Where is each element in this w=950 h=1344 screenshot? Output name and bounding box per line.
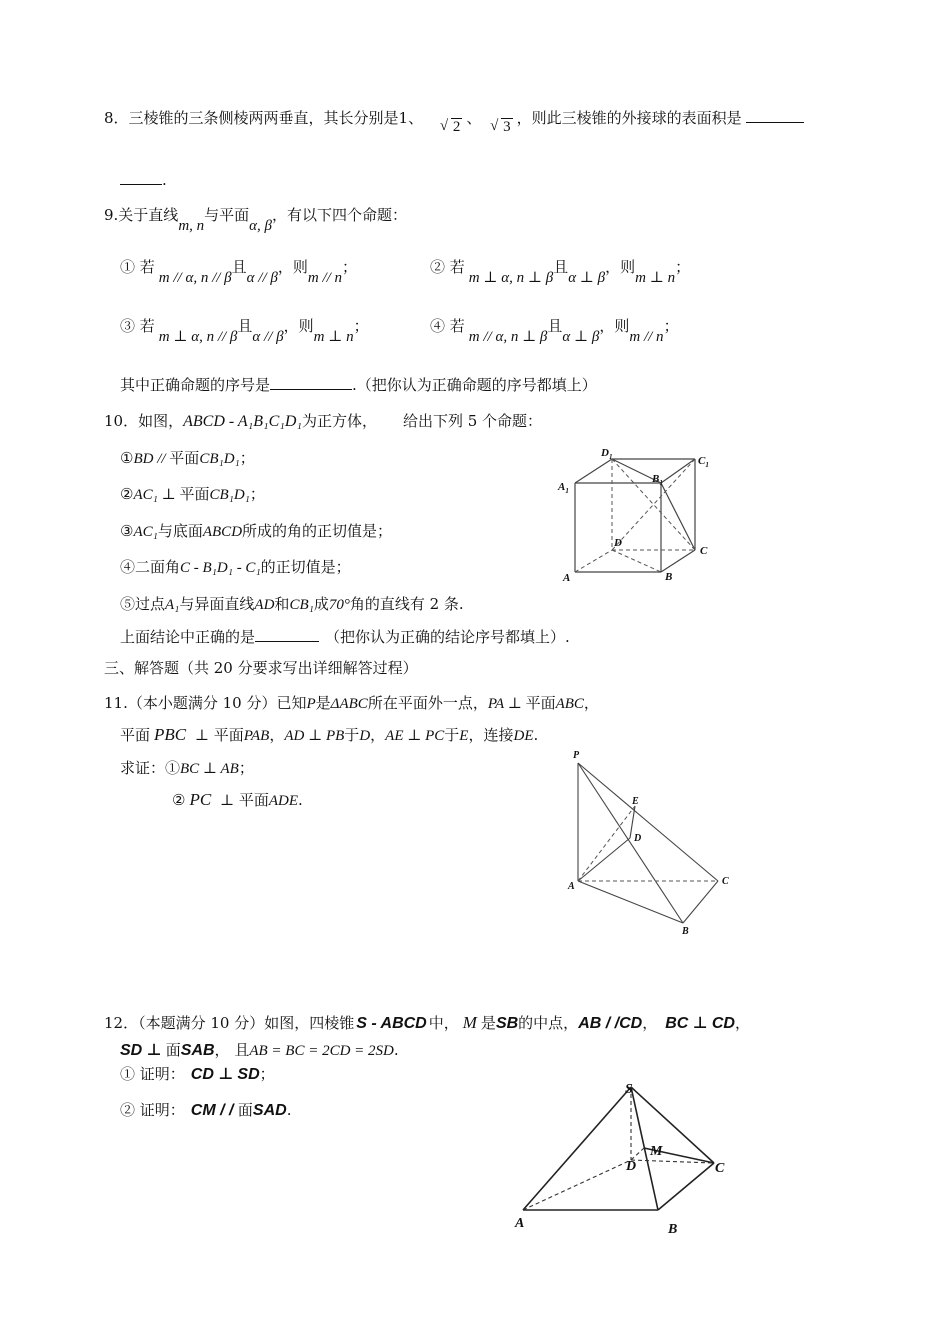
q11-proof-2: ② PC ⊥ 平面ADE.: [172, 790, 303, 809]
q9-prop-2: ② 若m ⊥ α, n ⊥ β且α ⊥ β，则m ⊥ n；: [430, 258, 691, 286]
sqrt-3: √ 3: [490, 117, 513, 137]
tetra-label-C: C: [722, 876, 729, 887]
q9-ask: 其中正确命题的序号是 .（把你认为正确命题的序号都填上）: [120, 376, 597, 394]
tetra-label-D: D: [634, 833, 642, 844]
q9-prop-1: ① 若m // α, n // β且α // β，则m // n；: [120, 258, 358, 286]
q10-s3: ③AC₁与底面ABCD所成的角的正切值是；: [120, 522, 393, 540]
tetra-label-E: E: [632, 796, 639, 807]
q8-line2: [120, 170, 167, 190]
q9-intro-tail: ，有以下四个命题：: [272, 206, 408, 224]
cube-label-A1: $A_1$: [558, 481, 569, 495]
pyr-label-A: A: [515, 1216, 525, 1231]
q9-planes: α, β: [249, 218, 273, 234]
cube-label-C: C: [700, 545, 708, 557]
section-3-heading: 三、解答题（共 20 分要求写出详细解答过程）: [104, 659, 418, 677]
cube-label-B: B: [665, 571, 673, 583]
q11-line1: 11.（本小题满分 10 分）已知P是ΔABC所在平面外一点，PA ⊥ 平面ABC，: [104, 694, 599, 712]
cube-label-A: A: [563, 572, 571, 584]
pyr-label-M: M: [650, 1144, 663, 1159]
sqrt-2: √ 2: [440, 117, 463, 137]
q10-s2: ②AC₁ ⊥ 平面CB₁D₁；: [120, 485, 265, 503]
cube-figure: [555, 446, 735, 586]
tetrahedron-figure: [565, 748, 745, 938]
pyr-label-C: C: [715, 1161, 725, 1176]
q8-line: [104, 108, 804, 135]
cube-label-B1: $B_1$: [652, 473, 663, 487]
q9-prop-3: ③ 若m ⊥ α, n // β且α // β，则m ⊥ n；: [120, 317, 369, 345]
pyr-label-S: S: [625, 1082, 633, 1097]
q9-intro: [104, 205, 408, 234]
q10-s4: ④二面角C - B₁D₁ - C₁的正切值是；: [120, 558, 351, 576]
q8-blank-2[interactable]: [120, 184, 162, 185]
q12-line2: SD ⊥ 面SAB， 且AB = BC = 2CD = 2SD.: [120, 1041, 399, 1059]
q8-sep: 、: [466, 109, 482, 127]
q8-end: .: [162, 171, 167, 189]
pyr-label-B: B: [668, 1222, 678, 1237]
q9-vars: m, n: [178, 218, 205, 234]
tetra-label-A: A: [568, 881, 575, 892]
q8-blank-1[interactable]: [746, 122, 804, 123]
q10-s1: ①BD // 平面CB₁D₁；: [120, 449, 255, 467]
q12-proof-1: ① 证明： CD ⊥ SD；: [120, 1065, 275, 1083]
q10-intro: 10．如图，ABCD - A₁B₁C₁D₁为正方体， 给出下列 5 个命题：: [104, 412, 543, 430]
pyr-label-D: D: [626, 1159, 637, 1174]
cube-label-D1: $D_1$: [601, 447, 613, 461]
q11-proof-1: 求证：①BC ⊥ AB；: [120, 759, 254, 777]
q10-answer-blank[interactable]: [255, 641, 319, 642]
q12-line1: 12．（本题满分 10 分）如图，四棱锥 S - ABCD 中， M 是SB的中点，AB / /CD， BC ⊥ CD，: [104, 1013, 750, 1032]
q10-ask: 上面结论中正确的是 （把你认为正确的结论序号都填上）.: [120, 628, 570, 646]
q10-s5: ⑤过点A₁与异面直线AD和CB₁成70°角的直线有 2 条.: [120, 595, 464, 613]
q9-answer-blank[interactable]: [270, 389, 352, 390]
q8-text: 8．三棱锥的三条侧棱两两垂直，其长分别是1、: [104, 109, 424, 127]
q11-line2: 平面 PBC ⊥ 平面PAB，AD ⊥ PB于D，AE ⊥ PC于E，连接DE.: [120, 725, 539, 744]
cube-label-C1: $C_1$: [698, 455, 709, 469]
q9-planes-label: 与平面: [204, 206, 250, 224]
q8-tail: ，则此三棱锥的外接球的表面积是: [516, 109, 742, 127]
pyramid-figure: [508, 1075, 738, 1245]
q9-intro-text: 9.关于直线: [104, 206, 179, 224]
cube-label-D: D: [614, 537, 622, 549]
q12-proof-2: ② 证明： CM / / 面SAD.: [120, 1101, 292, 1119]
q9-prop-4: ④ 若m // α, n ⊥ β且α ⊥ β，则m // n；: [430, 317, 679, 345]
tetra-label-B: B: [682, 926, 689, 937]
tetra-label-P: P: [573, 750, 580, 761]
